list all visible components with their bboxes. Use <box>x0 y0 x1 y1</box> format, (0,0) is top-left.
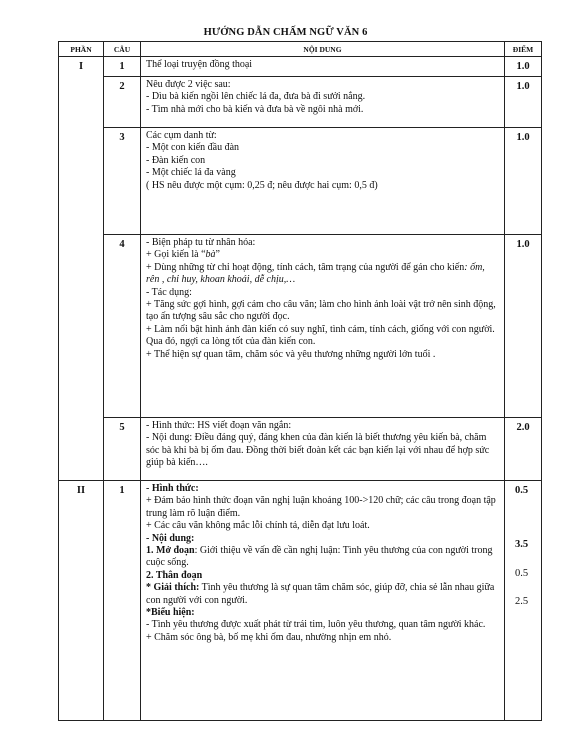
grading-table <box>58 41 542 721</box>
content-line <box>146 249 500 261</box>
bold-label: 1. Mở đoạn <box>146 545 195 557</box>
header-content: NỘI DUNG <box>141 42 505 57</box>
content-line: + Thể hiện sự quan tâm, chăm sóc và yêu thương những người lớn tuổi . <box>146 348 436 360</box>
score-cell: 1.0 <box>505 57 542 77</box>
table-row <box>59 418 542 481</box>
content-line: - Nội dung: Điều đáng quý, đáng khen của đàn kiến là biết thương yêu kiến bà, chăm sóc bà khi bà bị ốm đau. Đồng thời biết đoàn kết các bạn kiến lại với nhau để hợp sức giúp bà kiến…. <box>146 432 490 469</box>
content-line: Các cụm danh từ: <box>146 130 217 141</box>
content-line: - Dìu bà kiến ngồi lên chiếc lá đa, đưa bà đi sưởi nắng. <box>146 91 366 103</box>
content-line: + Đảm bảo hình thức đoạn văn nghị luận khoảng 100->120 chữ; các câu trong đoạn tập trung làm rõ luận điểm. <box>146 495 496 519</box>
italic-term: : ốm, rên , chỉ huy, khoan khoái, dễ chịu,… <box>146 261 485 286</box>
content-line <box>146 262 500 287</box>
content-line: - Tình yêu thương được xuất phát từ trái tim, luôn yêu thương, quan tâm người khác. <box>146 619 486 631</box>
content-line: - Một chiếc lá đa vàng <box>146 167 236 179</box>
question-number: 5 <box>104 418 141 481</box>
content-line: - Đàn kiến con <box>146 154 206 166</box>
content-line: + Chăm sóc ông bà, bố mẹ khi ốm đau, nhường nhịn em nhỏ. <box>146 631 392 643</box>
content-line: + Tăng sức gợi hình, gợi cảm cho câu văn; làm cho hình ảnh loài vật trở nên sinh động, tạo ấn tượng sâu sắc cho người đọc. <box>146 299 496 323</box>
table-header-row <box>59 42 542 57</box>
content-heading: 2. Thân đoạn <box>146 569 203 581</box>
table-row <box>59 235 542 418</box>
content-heading: - Nội dung: <box>146 532 195 544</box>
content-line <box>146 582 500 607</box>
table-row <box>59 481 542 721</box>
header-question: CÂU <box>104 42 141 57</box>
table-row <box>59 77 542 128</box>
content-line: Thể loại truyện đồng thoại <box>146 59 253 70</box>
table-row <box>59 128 542 235</box>
text-span: : Giới thiệu về vấn đề cần nghị luận: Tình yêu thương của con người trong cuộc sống. <box>146 545 493 569</box>
question-number: 3 <box>104 128 141 235</box>
answer-content <box>141 481 505 721</box>
content-line <box>146 545 500 570</box>
content-line: + Làm nổi bật hình ảnh đàn kiến có suy nghĩ, tình cảm, tính cách, giống với con người. Qua đó, ngợi ca lòng tốt của đàn kiến con. <box>146 323 495 348</box>
question-number: 2 <box>104 77 141 128</box>
content-line: + Các câu văn không mắc lỗi chính tả, diễn đạt lưu loát. <box>146 520 370 532</box>
content-line: ( HS nêu được một cụm: 0,25 đ; nêu được hai cụm: 0,5 đ) <box>146 179 378 191</box>
part-label: II <box>59 481 104 721</box>
page-title: HƯỚNG DẪN CHẤM NGỮ VĂN 6 <box>203 27 368 38</box>
score-cell: 1.0 <box>505 128 542 235</box>
header-score: ĐIỂM <box>505 42 542 57</box>
score-value: 3.5 <box>515 539 529 551</box>
answer-content <box>141 128 505 235</box>
score-value: 2.5 <box>515 596 529 608</box>
content-heading: *Biểu hiện: <box>146 607 195 619</box>
content-line: - Hình thức: HS viết đoạn văn ngắn: <box>146 420 292 431</box>
question-number: 4 <box>104 235 141 418</box>
content-line: - Một con kiến đầu đàn <box>146 142 240 154</box>
score-value: 0.5 <box>515 485 529 496</box>
content-line: - Tìm nhà mới cho bà kiến và đưa bà về ngôi nhà mới. <box>146 103 364 115</box>
text-span: + Gọi kiến là “ <box>146 249 206 261</box>
italic-term: bà <box>205 249 216 261</box>
part-label: I <box>59 57 104 481</box>
answer-content <box>141 235 505 418</box>
score-cell: 2.0 <box>505 418 542 481</box>
text-span: + Dùng những từ chỉ hoạt động, tính cách, tâm trạng của người để gán cho kiến <box>146 261 465 273</box>
text-span: Tình yêu thương là sự quan tâm chăm sóc, giúp đỡ, chia sẻ lẫn nhau giữa con người với con người. <box>146 582 495 606</box>
answer-content <box>141 418 505 481</box>
score-cell: 1.0 <box>505 235 542 418</box>
content-line: - Tác dụng: <box>146 286 192 298</box>
score-value: 0.5 <box>515 567 529 579</box>
header-part: PHẦN <box>59 42 104 57</box>
table-row <box>59 57 542 77</box>
answer-content <box>141 77 505 128</box>
score-cell: 1.0 <box>505 77 542 128</box>
question-number: 1 <box>104 57 141 77</box>
content-line: Nêu được 2 việc sau: <box>146 79 231 90</box>
bold-label: * Giải thích: <box>146 582 200 594</box>
answer-content <box>141 57 505 77</box>
content-heading: - Hình thức: <box>146 483 199 494</box>
score-cell <box>505 481 542 721</box>
text-span: ” <box>215 249 220 261</box>
question-number: 1 <box>104 481 141 721</box>
content-line: - Biện pháp tu từ nhân hóa: <box>146 237 256 248</box>
